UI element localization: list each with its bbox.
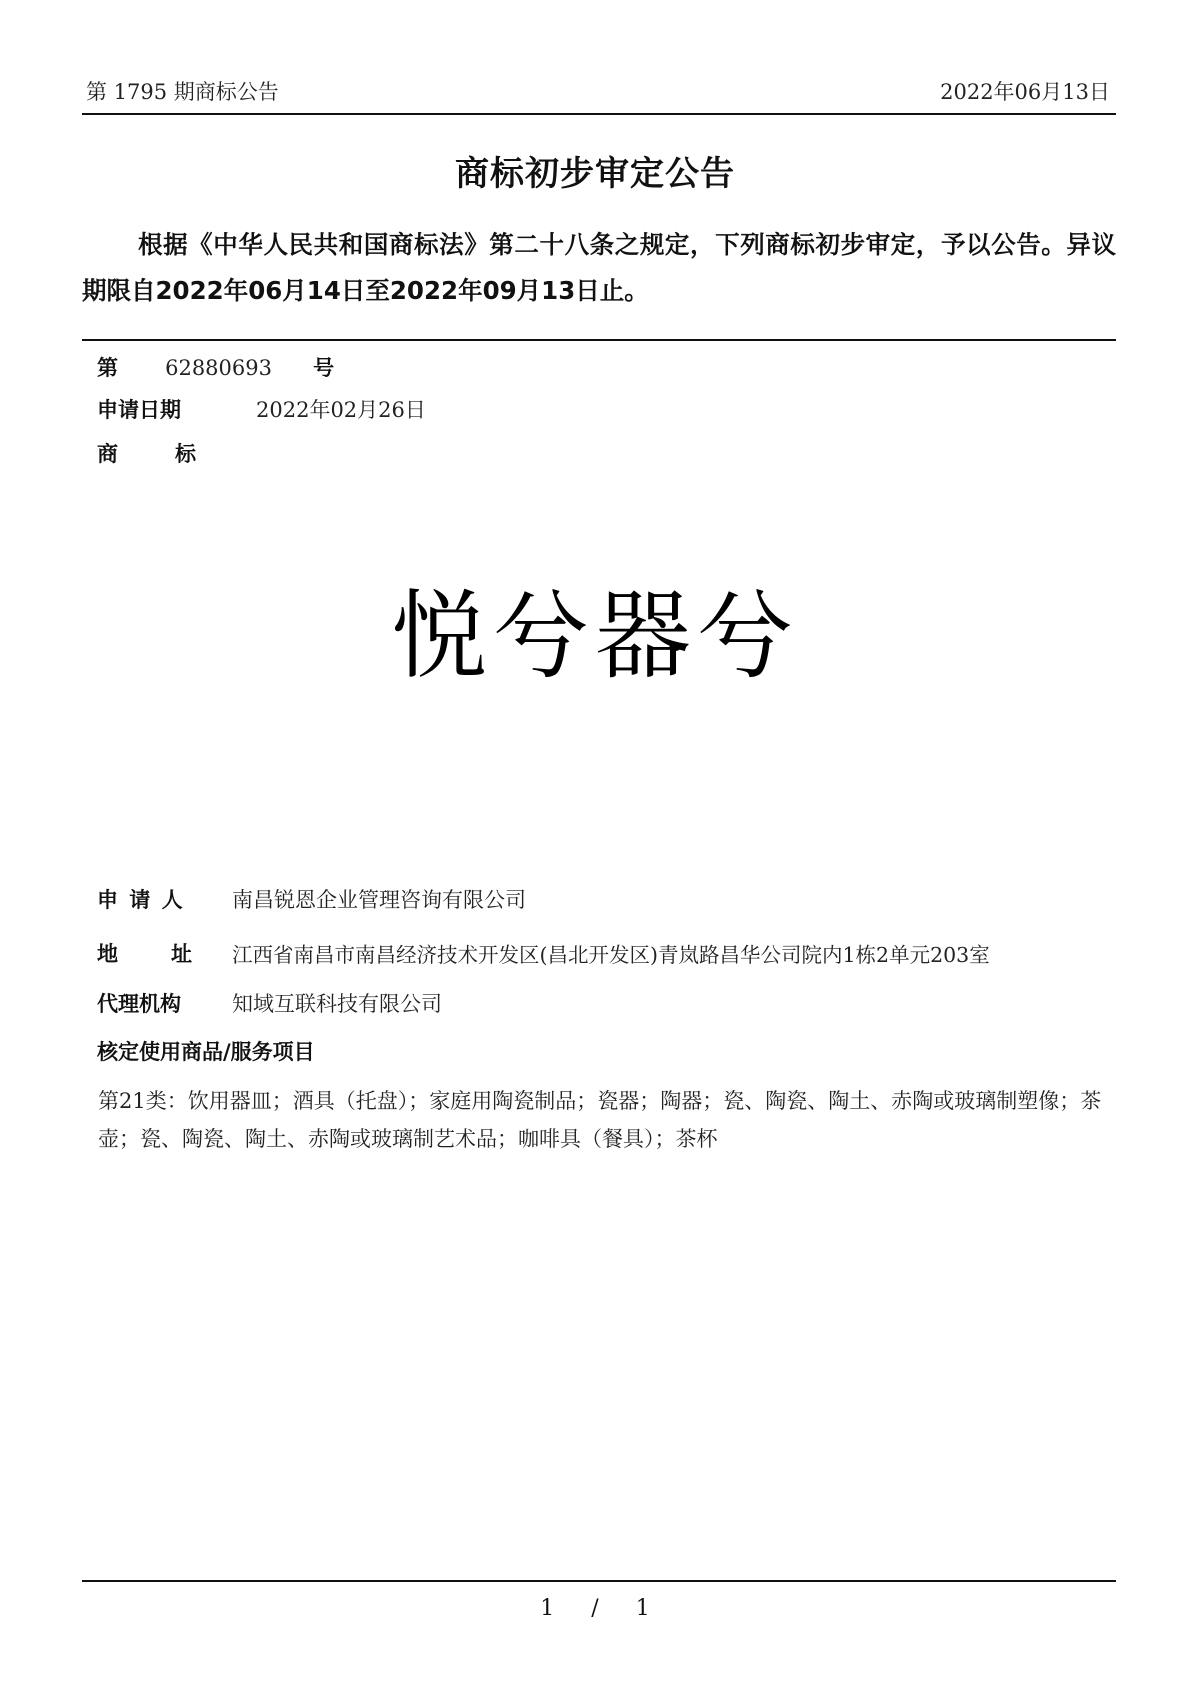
applicant-label: 申 请 人 <box>97 888 185 912</box>
applicant-name: 南昌锐恩企业管理咨询有限公司 <box>232 888 526 912</box>
registration-number: 62880693 <box>165 356 272 380</box>
registration-number-row <box>97 352 334 382</box>
issue-date: 2022年06月13日 <box>940 80 1110 104</box>
address-label: 地 址 <box>97 942 208 966</box>
page-title: 商标初步审定公告 <box>455 154 735 194</box>
number-prefix: 第 <box>97 356 118 380</box>
page-indicator <box>0 1596 1190 1621</box>
page-separator: / <box>591 1596 599 1621</box>
trademark-label: 商 标 <box>97 442 214 466</box>
notice-paragraph: 根据《中华人民共和国商标法》第二十八条之规定，下列商标初步审定，予以公告。异议期限自2022年06月14日至2022年09月13日止。 <box>82 230 1116 305</box>
header-rule <box>82 113 1116 115</box>
section-rule <box>82 339 1116 341</box>
issue-number: 第 1795 期商标公告 <box>86 80 279 104</box>
goods-list: 第21类：饮用器皿；酒具（托盘）；家庭用陶瓷制品；瓷器；陶器；瓷、陶瓷、陶土、赤陶或玻璃制塑像；茶壶；瓷、陶瓷、陶土、赤陶或玻璃制艺术品；咖啡具（餐具）；茶杯 <box>98 1089 1102 1151</box>
page-total: 1 <box>635 1596 650 1621</box>
agent-name: 知域互联科技有限公司 <box>232 992 442 1016</box>
agent-label: 代理机构 <box>97 992 181 1016</box>
filing-date: 2022年02月26日 <box>256 398 426 422</box>
number-suffix: 号 <box>313 356 335 380</box>
address-value: 江西省南昌市南昌经济技术开发区(昌北开发区)青岚路昌华公司院内1栋2单元203室 <box>232 943 990 967</box>
goods-heading: 核定使用商品/服务项目 <box>97 1040 315 1064</box>
filing-date-label: 申请日期 <box>97 398 181 422</box>
trademark-mark: 悦兮器兮 <box>391 580 799 692</box>
page-number: 1 <box>540 1596 555 1621</box>
footer-rule <box>82 1580 1116 1582</box>
